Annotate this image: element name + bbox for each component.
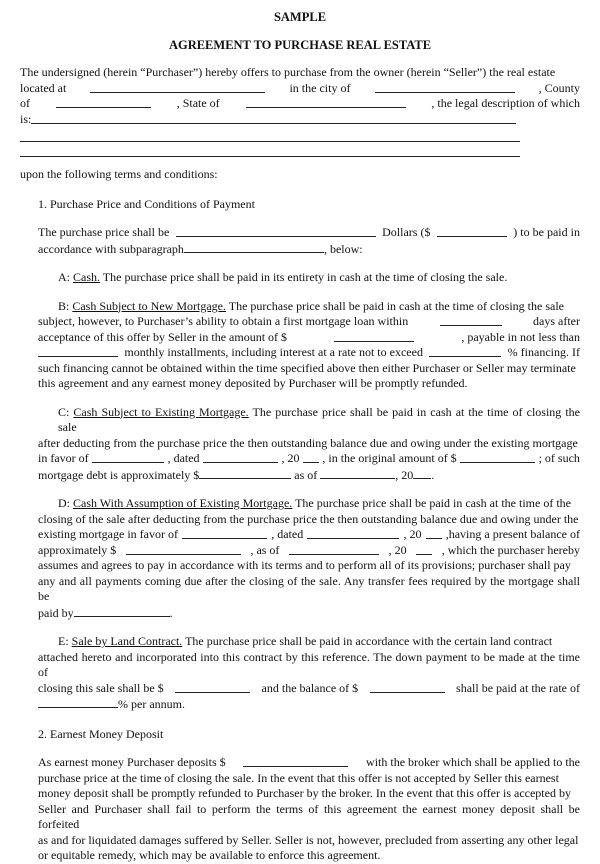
c-lender-blank[interactable]: [92, 451, 164, 463]
earnest-broker-label: with the broker which shall be applied to the: [366, 755, 580, 769]
below-label: , below:: [323, 241, 363, 256]
option-c-original-label: , in the original amount of $: [322, 451, 457, 465]
option-e-title: Sale by Land Contract.: [71, 634, 183, 648]
loan-amount-blank[interactable]: [334, 330, 414, 342]
earnest-money-text-3: money deposit shall be promptly refunded to Purchaser by the broker. In the event that this offer is accepted by: [38, 786, 571, 800]
option-d-dated-label: , dated: [271, 527, 304, 541]
section-2-heading: 2. Earnest Money Deposit: [38, 726, 164, 741]
option-d-period: .: [169, 605, 173, 620]
d-date-blank[interactable]: [307, 527, 399, 539]
earnest-money-blank[interactable]: [243, 755, 348, 767]
subparagraph-blank[interactable]: [184, 241, 324, 253]
option-d-paid-by-label: paid by: [38, 605, 74, 620]
option-c-as-of-label: as of: [294, 467, 318, 482]
is-label: is:: [20, 111, 32, 126]
intro-line-2: [20, 81, 580, 97]
address-blank[interactable]: [90, 81, 265, 93]
county-label: , County: [538, 80, 580, 95]
c-approx-amount-blank[interactable]: [199, 467, 291, 479]
option-b-text-3: days after: [533, 314, 580, 328]
purchase-price-line-1: [38, 225, 580, 241]
option-e-line-1: [58, 634, 580, 650]
option-c-label: C:: [58, 404, 70, 419]
option-b-text-5: , payable in not less than: [461, 329, 580, 344]
option-d-label: D:: [58, 496, 70, 510]
document-title: AGREEMENT TO PURCHASE REAL ESTATE: [168, 37, 432, 52]
intro-line-4: [20, 112, 580, 128]
option-d-as-of-label: , as of: [250, 542, 280, 557]
option-d-favor-label: existing mortgage in favor of: [38, 527, 178, 541]
option-d-balance-label: ,having a present balance of: [445, 527, 580, 541]
c-year-blank[interactable]: [303, 451, 319, 463]
located-at-label: located at: [20, 80, 67, 95]
state-blank[interactable]: [246, 96, 406, 108]
subparagraph-label: accordance with subparagraph: [38, 241, 184, 256]
option-a-title: Cash.: [73, 270, 100, 284]
option-c-title: Cash Subject to Existing Mortgage.: [73, 404, 249, 419]
sample-label: SAMPLE: [273, 10, 327, 24]
earnest-money-text-2: purchase price at the time of closing the sale. In the event that this offer is not accepted by Seller this earnest: [38, 770, 559, 785]
option-c-year2-label: , 20: [395, 467, 414, 482]
d-year-blank[interactable]: [426, 527, 442, 539]
c-as-of-date-blank[interactable]: [320, 467, 395, 479]
option-e-text-1: The purchase price shall be paid in accordance with the certain land contract: [182, 634, 553, 648]
county-blank[interactable]: [56, 96, 151, 108]
option-d-text-5: assumes and agrees to pay in accordance with its terms and to perform all of its provisions; purchaser shall pay: [38, 558, 571, 572]
balance-blank[interactable]: [370, 681, 445, 693]
d-as-of-date-blank[interactable]: [289, 543, 379, 555]
intro-line-3: [20, 96, 580, 112]
c-year2-blank[interactable]: [413, 467, 431, 479]
section-1-heading: 1. Purchase Price and Conditions of Payment: [38, 196, 255, 211]
option-e-line-3: [38, 681, 580, 697]
c-original-amount-blank[interactable]: [460, 451, 535, 463]
option-d-line-7: [38, 605, 580, 622]
option-d-line-4: [38, 543, 580, 559]
earnest-money-paragraph: [38, 755, 580, 864]
option-b-text-6: monthly installments, including interest at a rate not to exceed: [124, 345, 423, 359]
option-d-hereby-label: , which the purchaser hereby: [441, 542, 580, 557]
option-d-text-2: closing of the sale after deducting from the purchase price the then outstanding balance due and owing under the: [38, 511, 579, 526]
option-b: [38, 299, 580, 392]
legal-description-label: , the legal description of which: [431, 96, 580, 110]
d-paid-by-blank[interactable]: [74, 605, 170, 617]
option-d-text-1: The purchase price shall be paid in cash at the time of the: [292, 496, 571, 510]
option-d-year-label: , 20: [403, 527, 422, 541]
option-c-text-2: after deducting from the purchase price the then outstanding balance due and owing under the existing mortgage: [38, 435, 578, 450]
option-d: [38, 496, 580, 621]
d-lender-blank[interactable]: [182, 527, 267, 539]
days-blank[interactable]: [440, 314, 502, 326]
option-b-text-4: acceptance of this offer by Seller in the amount of $: [38, 329, 288, 344]
option-b-line-4: [38, 345, 580, 361]
earnest-money-text-5: as and for liquidated damages suffered by Seller. Seller is not, however, precluded from asserting any other legal: [38, 832, 579, 847]
option-e-label: E:: [58, 634, 69, 648]
option-b-text-7: % financing. If: [507, 345, 580, 359]
option-e-balance-label: and the balance of $: [261, 680, 359, 695]
option-b-label: B:: [58, 298, 70, 313]
installments-blank[interactable]: [38, 345, 118, 357]
terms-intro: upon the following terms and conditions:: [20, 167, 218, 181]
state-label: , State of: [176, 96, 220, 110]
option-c-line-1: [58, 405, 580, 436]
option-b-title: Cash Subject to New Mortgage.: [72, 298, 226, 313]
option-c-such-label: ; of such: [538, 451, 580, 465]
option-e-down-payment-label: closing this sale shall be $: [38, 680, 164, 695]
paid-in-label: ) to be paid in: [513, 225, 580, 239]
option-d-line-1: [58, 496, 580, 512]
price-amount-blank[interactable]: [437, 225, 507, 237]
earnest-deposit-label: As earnest money Purchaser deposits $: [38, 755, 226, 769]
option-e-rate-label: shall be paid at the rate of: [456, 680, 580, 695]
legal-description-blank-2[interactable]: [20, 127, 520, 142]
option-b-text-2: subject, however, to Purchaser’s ability to obtain a first mortgage loan within: [38, 314, 409, 328]
rate-blank[interactable]: [38, 696, 118, 708]
option-c-text-1: The purchase price shall be paid in cash at the time of closing the sale: [58, 404, 581, 434]
option-c-period: .: [431, 467, 435, 482]
option-d-line-3: [38, 527, 580, 543]
option-c-favor-label: in favor of: [38, 451, 89, 465]
down-payment-blank[interactable]: [175, 681, 250, 693]
option-a-text: The purchase price shall be paid in its entirety in cash at the time of closing the sale.: [100, 270, 508, 284]
purchase-price-line-2: [38, 241, 580, 258]
c-date-blank[interactable]: [203, 451, 278, 463]
earnest-money-line-1: [38, 755, 580, 771]
option-c: [38, 405, 580, 484]
option-e-line-4: [38, 696, 580, 713]
purchase-price-label: The purchase price shall be: [38, 225, 170, 239]
purchase-price-paragraph: [38, 225, 580, 257]
option-d-text-6: any and all payments coming due after the closing of the sale. Any transfer fees required by the mortgage shall be: [38, 573, 580, 603]
earnest-money-text-6: or equitable remedy, which may be available to enforce this agreement.: [38, 848, 381, 862]
option-e: [38, 634, 580, 713]
dollars-label: Dollars ($: [382, 225, 431, 239]
option-b-text-9: this agreement and any earnest money deposited by Purchaser will be promptly refunded.: [38, 376, 468, 390]
option-b-line-3: [38, 330, 580, 346]
option-a: [58, 270, 580, 286]
option-d-title: Cash With Assumption of Existing Mortgage.: [73, 496, 293, 510]
option-c-approx-label: mortgage debt is approximately $: [38, 467, 200, 482]
option-c-line-4: [38, 467, 580, 484]
city-blank[interactable]: [375, 81, 515, 93]
intro-paragraph: [20, 65, 580, 183]
option-a-label: A:: [58, 270, 70, 284]
intro-line-1: The undersigned (herein “Purchaser”) hereby offers to purchase from the owner (herein “Seller”) the real estate: [20, 65, 556, 79]
option-e-text-2: attached hereto and incorporated into this contract by this reference. The down payment to be made at the time of: [38, 649, 580, 679]
earnest-money-text-4: Seller and Purchaser shall fail to perform the terms of this agreement the earnest money deposit shall be forfeited: [38, 801, 580, 831]
option-c-line-3: [38, 451, 580, 467]
interest-rate-blank[interactable]: [429, 345, 501, 357]
option-c-dated-label: , dated: [167, 451, 200, 465]
option-d-approx-label: approximately $: [38, 542, 117, 557]
option-b-line-2: [38, 314, 580, 330]
d-year2-blank[interactable]: [416, 543, 432, 555]
document-page: [20, 0, 580, 864]
d-approx-amount-blank[interactable]: [126, 543, 241, 555]
option-e-per-annum-label: % per annum.: [118, 697, 185, 711]
option-b-text-1: The purchase price shall be paid in cash at the time of closing the sale: [225, 298, 564, 313]
city-label: in the city of: [289, 80, 351, 95]
option-b-text-8: such financing cannot be obtained within the time specified above then either Purchaser or Seller may terminate: [38, 360, 576, 375]
legal-description-blank-1[interactable]: [31, 112, 516, 124]
of-label: of: [20, 96, 30, 110]
option-c-year-label: , 20: [281, 451, 300, 465]
option-b-line-1: [58, 299, 580, 315]
price-words-blank[interactable]: [176, 225, 376, 237]
legal-description-blank-3[interactable]: [20, 142, 520, 157]
option-d-year2-label: , 20: [388, 542, 407, 557]
